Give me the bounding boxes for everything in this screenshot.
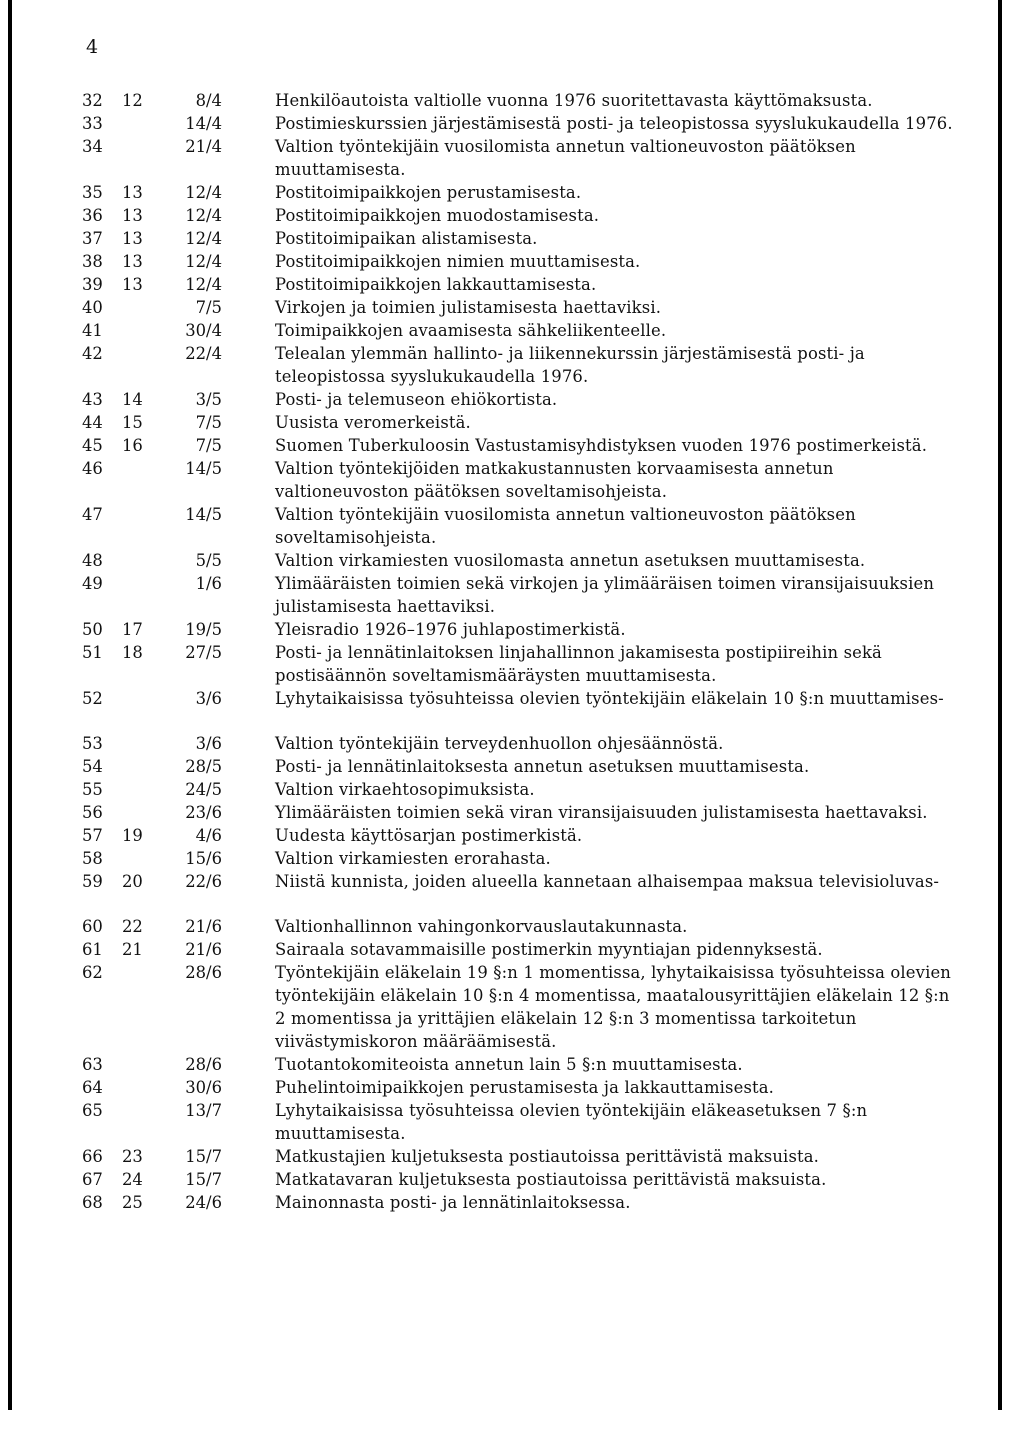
entry-date: 19/5 [185,620,222,639]
spacer [0,893,1024,915]
entry-number: 52 [82,689,103,708]
entry-description: Valtion virkaehtosopimuksista. [275,780,535,799]
list-item [0,411,1024,434]
list-item [0,915,1024,938]
entry-subnumber: 13 [122,275,143,294]
entry-description: Postitoimipaikkojen lakkauttamisesta. [275,275,597,294]
list-item [0,870,1024,893]
entry-description: Ylimääräisten toimien sekä virkojen ja ylimääräisen toimen viransijaisuuksien julistamisesta haettaviksi. [275,574,935,616]
entry-number: 33 [82,114,103,133]
entry-number: 46 [82,459,103,478]
list-item [0,1168,1024,1191]
entry-number: 47 [82,505,103,524]
entry-date: 15/6 [185,849,222,868]
entry-subnumber: 21 [122,940,143,959]
entry-date: 15/7 [185,1147,222,1166]
list-item [0,549,1024,572]
entry-date: 12/4 [185,275,222,294]
entry-number: 43 [82,390,103,409]
entry-date: 28/5 [185,757,222,776]
entry-description: Valtion virkamiesten erorahasta. [275,849,551,868]
list-item [0,687,1024,710]
entry-date: 24/5 [185,780,222,799]
list-item [0,1053,1024,1076]
entry-subnumber: 14 [122,390,143,409]
entry-number: 56 [82,803,103,822]
entry-description: Postitoimipaikkojen nimien muuttamisesta. [275,252,641,271]
list-item [0,755,1024,778]
entry-number: 37 [82,229,103,248]
entry-description: Posti- ja lennätinlaitoksesta annetun asetuksen muuttamisesta. [275,757,810,776]
entry-description: Lyhytaikaisissa työsuhteissa olevien työntekijäin eläkelain 10 §:n muuttamises- [275,689,944,708]
entry-description: Tuotantokomiteoista annetun lain 5 §:n muuttamisesta. [275,1055,743,1074]
entry-subnumber: 19 [122,826,143,845]
list-item [0,135,1024,181]
entry-date: 14/4 [185,114,222,133]
list-item [0,1191,1024,1214]
entry-description: Posti- ja lennätinlaitoksen linjahallinnon jakamisesta postipiireihin sekä postisäännön soveltamismääräysten muuttamisesta. [275,643,882,685]
entry-date: 8/4 [195,91,222,110]
entry-date: 7/5 [195,298,222,317]
entry-subnumber: 17 [122,620,143,639]
list-item [0,824,1024,847]
entry-number: 60 [82,917,103,936]
entry-date: 12/4 [185,206,222,225]
entry-description: Valtion työntekijöiden matkakustannusten korvaamisesta annetun valtioneuvoston päätöksen soveltamisohjeista. [275,459,834,501]
entry-subnumber: 24 [122,1170,143,1189]
page-number: 4 [86,36,99,58]
list-item [0,503,1024,549]
entry-number: 35 [82,183,103,202]
entry-number: 61 [82,940,103,959]
entry-date: 7/5 [195,413,222,432]
list-item [0,388,1024,411]
entry-description: Postitoimipaikan alistamisesta. [275,229,538,248]
entry-description: Uusista veromerkeistä. [275,413,471,432]
entry-date: 21/6 [185,940,222,959]
entry-description: Posti- ja telemuseon ehiökortista. [275,390,558,409]
entry-number: 54 [82,757,103,776]
entry-description: Puhelintoimipaikkojen perustamisesta ja lakkauttamisesta. [275,1078,775,1097]
entry-number: 55 [82,780,103,799]
entry-date: 3/6 [195,689,222,708]
entry-number: 62 [82,963,103,982]
entry-number: 41 [82,321,103,340]
entry-number: 66 [82,1147,103,1166]
list-item [0,801,1024,824]
list-item [0,1099,1024,1145]
entry-description: Valtion työntekijäin terveydenhuollon ohjesäännöstä. [275,734,724,753]
entry-number: 42 [82,344,103,363]
entry-date: 24/6 [185,1193,222,1212]
list-item [0,434,1024,457]
entry-date: 15/7 [185,1170,222,1189]
entry-description: Valtion työntekijäin vuosilomista annetun valtioneuvoston päätöksen muuttamisesta. [275,137,856,179]
entry-date: 3/6 [195,734,222,753]
list-item [0,732,1024,755]
entry-number: 32 [82,91,103,110]
spacer [0,710,1024,732]
entry-description: Lyhytaikaisissa työsuhteissa olevien työntekijäin eläkeasetuksen 7 §:n muuttamisesta. [275,1101,868,1143]
list-item [0,342,1024,388]
entry-date: 5/5 [195,551,222,570]
entry-date: 21/6 [185,917,222,936]
entry-description: Mainonnasta posti- ja lennätinlaitoksessa. [275,1193,631,1212]
entry-subnumber: 22 [122,917,143,936]
entry-number: 67 [82,1170,103,1189]
entry-description: Postitoimipaikkojen perustamisesta. [275,183,582,202]
entry-date: 14/5 [185,505,222,524]
entry-description: Yleisradio 1926–1976 juhlapostimerkistä. [275,620,626,639]
list-item [0,1076,1024,1099]
entry-description: Postimieskurssien järjestämisestä posti- ja teleopistossa syyslukukaudella 1976. [275,114,953,133]
list-item [0,618,1024,641]
list-item [0,938,1024,961]
entry-date: 27/5 [185,643,222,662]
entry-date: 21/4 [185,137,222,156]
list-item [0,227,1024,250]
entry-description: Valtion työntekijäin vuosilomista annetun valtioneuvoston päätöksen soveltamisohjeista. [275,505,856,547]
entry-description: Sairaala sotavammaisille postimerkin myyntiajan pidennyksestä. [275,940,823,959]
entry-description: Matkustajien kuljetuksesta postiautoissa perittävistä maksuista. [275,1147,820,1166]
entry-description: Telealan ylemmän hallinto- ja liikennekurssin järjestämisestä posti- ja teleopistossa syyslukukaudella 1976. [275,344,865,386]
entry-date: 3/5 [195,390,222,409]
entry-date: 28/6 [185,963,222,982]
entry-date: 12/4 [185,229,222,248]
list-item [0,641,1024,687]
entry-description: Uudesta käyttösarjan postimerkistä. [275,826,583,845]
entry-date: 12/4 [185,183,222,202]
entry-number: 39 [82,275,103,294]
entry-description: Matkatavaran kuljetuksesta postiautoissa perittävistä maksuista. [275,1170,827,1189]
entry-subnumber: 12 [122,91,143,110]
entry-number: 44 [82,413,103,432]
entry-subnumber: 20 [122,872,143,891]
list-item [0,319,1024,342]
entry-number: 49 [82,574,103,593]
entry-number: 53 [82,734,103,753]
entry-number: 40 [82,298,103,317]
entry-description: Henkilöautoista valtiolle vuonna 1976 suoritettavasta käyttömaksusta. [275,91,873,110]
entry-date: 12/4 [185,252,222,271]
entry-date: 1/6 [195,574,222,593]
list-item [0,572,1024,618]
entry-date: 23/6 [185,803,222,822]
entry-date: 28/6 [185,1055,222,1074]
entry-date: 22/4 [185,344,222,363]
list-item [0,457,1024,503]
entry-number: 64 [82,1078,103,1097]
entry-date: 13/7 [185,1101,222,1120]
entry-number: 65 [82,1101,103,1120]
list-item [0,89,1024,112]
entry-description: Virkojen ja toimien julistamisesta haettaviksi. [275,298,662,317]
entry-subnumber: 13 [122,252,143,271]
entry-subnumber: 13 [122,183,143,202]
entry-subnumber: 25 [122,1193,143,1212]
entry-number: 45 [82,436,103,455]
list-item [0,273,1024,296]
list-item [0,296,1024,319]
entry-date: 14/5 [185,459,222,478]
entry-date: 30/6 [185,1078,222,1097]
list-item [0,1145,1024,1168]
entry-description: Valtion virkamiesten vuosilomasta annetun asetuksen muuttamisesta. [275,551,866,570]
list-item [0,961,1024,1053]
entry-description: Ylimääräisten toimien sekä viran viransijaisuuden julistamisesta haettavaksi. [275,803,928,822]
entry-date: 4/6 [195,826,222,845]
entry-number: 51 [82,643,103,662]
entry-list [0,89,1024,1214]
list-item [0,204,1024,227]
entry-number: 38 [82,252,103,271]
entry-subnumber: 13 [122,229,143,248]
list-item [0,250,1024,273]
entry-subnumber: 18 [122,643,143,662]
entry-description: Suomen Tuberkuloosin Vastustamisyhdistyksen vuoden 1976 postimerkeistä. [275,436,928,455]
list-item [0,778,1024,801]
list-item [0,847,1024,870]
list-item [0,181,1024,204]
list-item [0,112,1024,135]
entry-number: 57 [82,826,103,845]
entry-subnumber: 13 [122,206,143,225]
entry-date: 7/5 [195,436,222,455]
entry-description: Niistä kunnista, joiden alueella kannetaan alhaisempaa maksua televisioluvas- [275,872,940,891]
entry-subnumber: 15 [122,413,143,432]
entry-description: Postitoimipaikkojen muodostamisesta. [275,206,600,225]
entry-number: 63 [82,1055,103,1074]
entry-number: 50 [82,620,103,639]
entry-number: 58 [82,849,103,868]
entry-description: Toimipaikkojen avaamisesta sähkeliikenteelle. [275,321,667,340]
entry-description: Valtionhallinnon vahingonkorvauslautakunnasta. [275,917,688,936]
entry-subnumber: 16 [122,436,143,455]
entry-number: 34 [82,137,103,156]
entry-date: 22/6 [185,872,222,891]
entry-subnumber: 23 [122,1147,143,1166]
entry-description: Työntekijäin eläkelain 19 §:n 1 momentissa, lyhytaikaisissa työsuhteissa olevien työntekijäin eläkelain 10 §:n 4 momentissa, maatalousyrittäjien eläkelain 12 §:n 2 momentissa ja yrittäjien eläkelain 12 §:n 3 momentissa tarkoitetun viivästymiskoron määräämisestä. [275,963,952,1051]
entry-number: 59 [82,872,103,891]
entry-number: 48 [82,551,103,570]
entry-number: 36 [82,206,103,225]
entry-number: 68 [82,1193,103,1212]
entry-date: 30/4 [185,321,222,340]
